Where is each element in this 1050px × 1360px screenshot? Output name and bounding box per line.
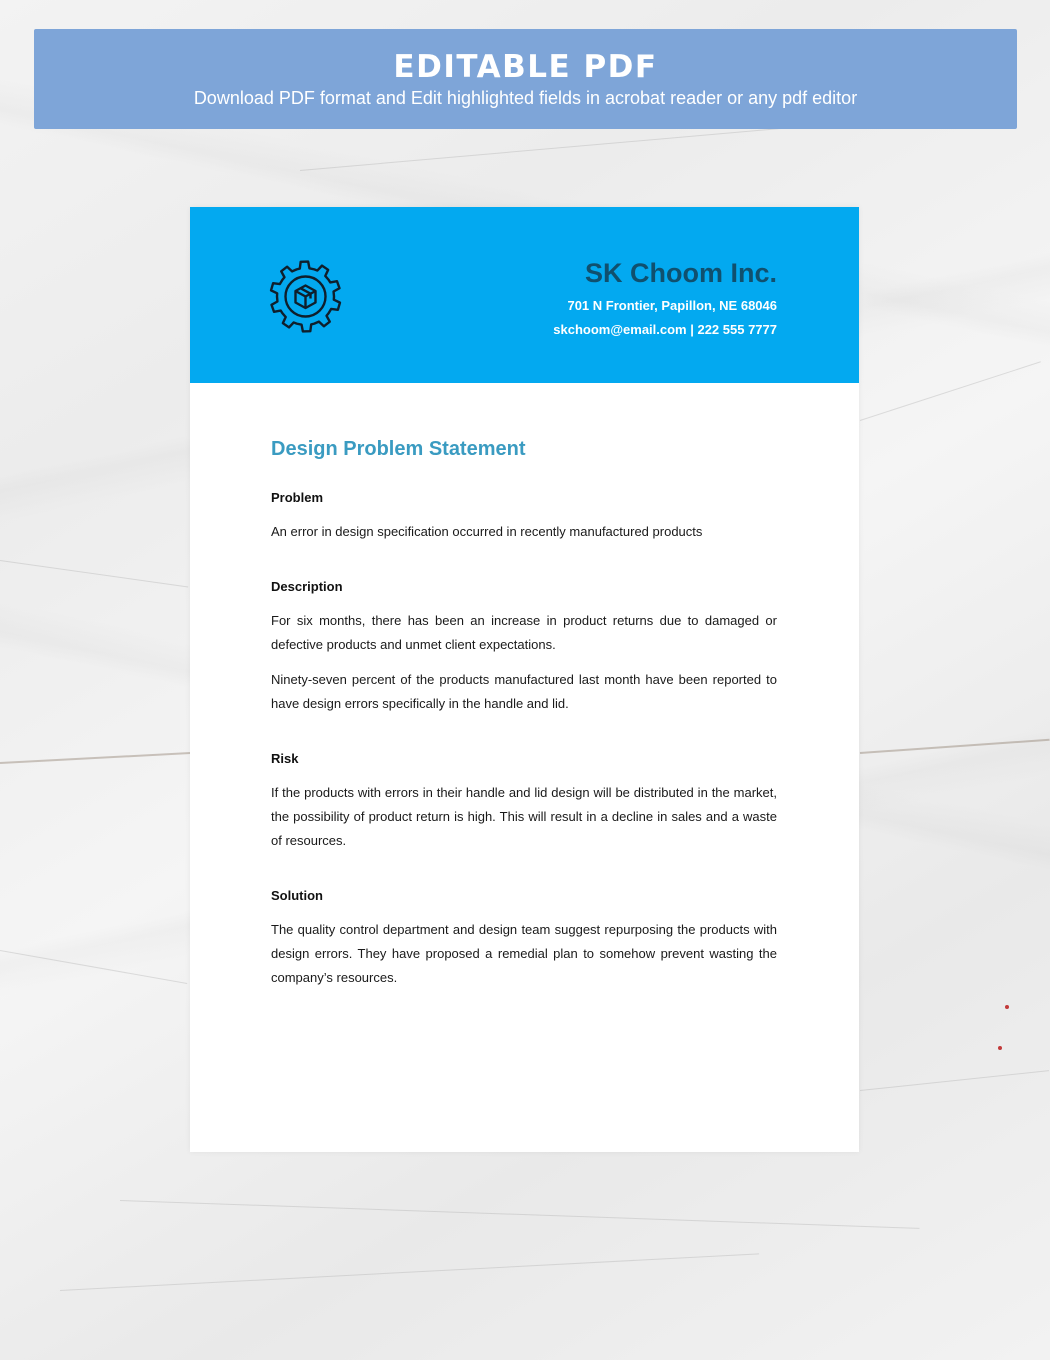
document-header — [190, 207, 859, 383]
section-label: Description — [271, 579, 343, 594]
section-risk — [271, 749, 777, 853]
company-contact: skchoom@email.com | 222 555 7777 — [553, 322, 777, 337]
section-paragraph: If the products with errors in their handle and lid design will be distributed in the market, the possibility of product return is high. This will result in a decline in sales and a waste of resources. — [271, 785, 777, 848]
section-paragraph: Ninety-seven percent of the products manufactured last month have been reported to have design errors specifically in the handle and lid. — [271, 672, 777, 711]
editable-pdf-banner — [34, 29, 1017, 129]
document-content — [271, 435, 777, 1023]
company-name: SK Choom Inc. — [584, 258, 777, 288]
banner-title: EDITABLE PDF — [393, 49, 658, 85]
document-page — [190, 207, 859, 1152]
section-label: Risk — [271, 751, 299, 766]
section-solution — [271, 886, 777, 990]
section-paragraph: An error in design specification occurred in recently manufactured products — [271, 524, 703, 539]
gear-box-icon — [268, 259, 343, 334]
section-paragraph: The quality control department and design team suggest repurposing the products with design errors. They have proposed a remedial plan to somehow prevent wasting the company’s resources. — [271, 922, 777, 985]
section-label: Problem — [271, 490, 324, 505]
company-info — [553, 257, 777, 342]
company-address: 701 N Frontier, Papillon, NE 68046 — [567, 298, 777, 313]
section-problem — [271, 488, 777, 544]
section-paragraph: For six months, there has been an increase in product returns due to damaged or defective products and unmet client expectations. — [271, 613, 777, 652]
section-description — [271, 577, 777, 716]
section-label: Solution — [271, 888, 323, 903]
document-title: Design Problem Statement — [271, 438, 526, 460]
banner-subtitle: Download PDF format and Edit highlighted fields in acrobat reader or any pdf editor — [193, 88, 858, 108]
